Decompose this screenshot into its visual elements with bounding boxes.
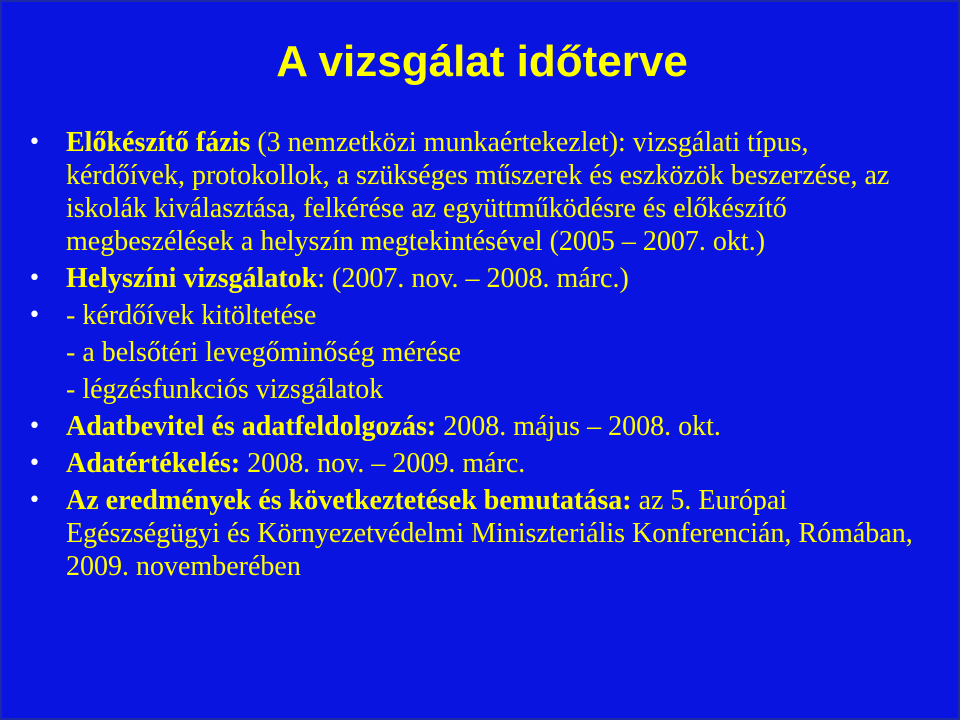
- bullet-icon: •: [28, 488, 41, 513]
- bullet-icon: •: [28, 451, 41, 476]
- slide-title: A vizsgálat időterve: [276, 37, 688, 86]
- list-item: [24, 126, 924, 258]
- phase-name: Helyszíni vizsgálatok: [66, 263, 318, 294]
- list-item: [24, 447, 924, 480]
- bullet-icon: •: [28, 414, 41, 439]
- list-item: [24, 299, 924, 332]
- phase-detail: (3 nemzetközi munkaértekezlet): vizsgálati típus, kérdőívek, protokollok, a szükséges műszerek és eszközök beszerzése, az iskolák kiválasztása, felkérése az együttműködésre és előkészítő megbeszélések a helyszín megtekintésével (2005 – 2007. okt.): [66, 127, 890, 257]
- sub-item: - légzésfunkciós vizsgálatok: [66, 374, 384, 405]
- bullet-icon: •: [28, 303, 41, 328]
- list-item: [24, 262, 924, 295]
- sub-item: - a belsőtéri levegőminőség mérése: [66, 337, 461, 368]
- list-item: [24, 484, 924, 583]
- phase-detail: az 5. Európai Egészségügyi és Környezetvédelmi Miniszteriális Konferencián, Rómában, 2009. novemberében: [66, 485, 913, 582]
- bullet-icon: •: [28, 130, 41, 155]
- phase-detail: 2008. nov. – 2009. márc.: [240, 448, 526, 479]
- phase-detail: 2008. május – 2008. okt.: [436, 411, 721, 442]
- list-item: [24, 410, 924, 443]
- phase-name: Az eredmények és következtetések bemutatása:: [66, 485, 632, 516]
- phase-name: Előkészítő fázis: [66, 127, 251, 158]
- phase-name: Adatértékelés:: [66, 448, 241, 479]
- phase-detail: : (2007. nov. – 2008. márc.): [317, 263, 629, 294]
- phase-name: Adatbevitel és adatfeldolgozás:: [66, 411, 437, 442]
- phase-detail: - kérdőívek kitöltetése: [66, 300, 317, 331]
- bullet-list: [24, 126, 924, 583]
- bullet-icon: •: [28, 266, 41, 291]
